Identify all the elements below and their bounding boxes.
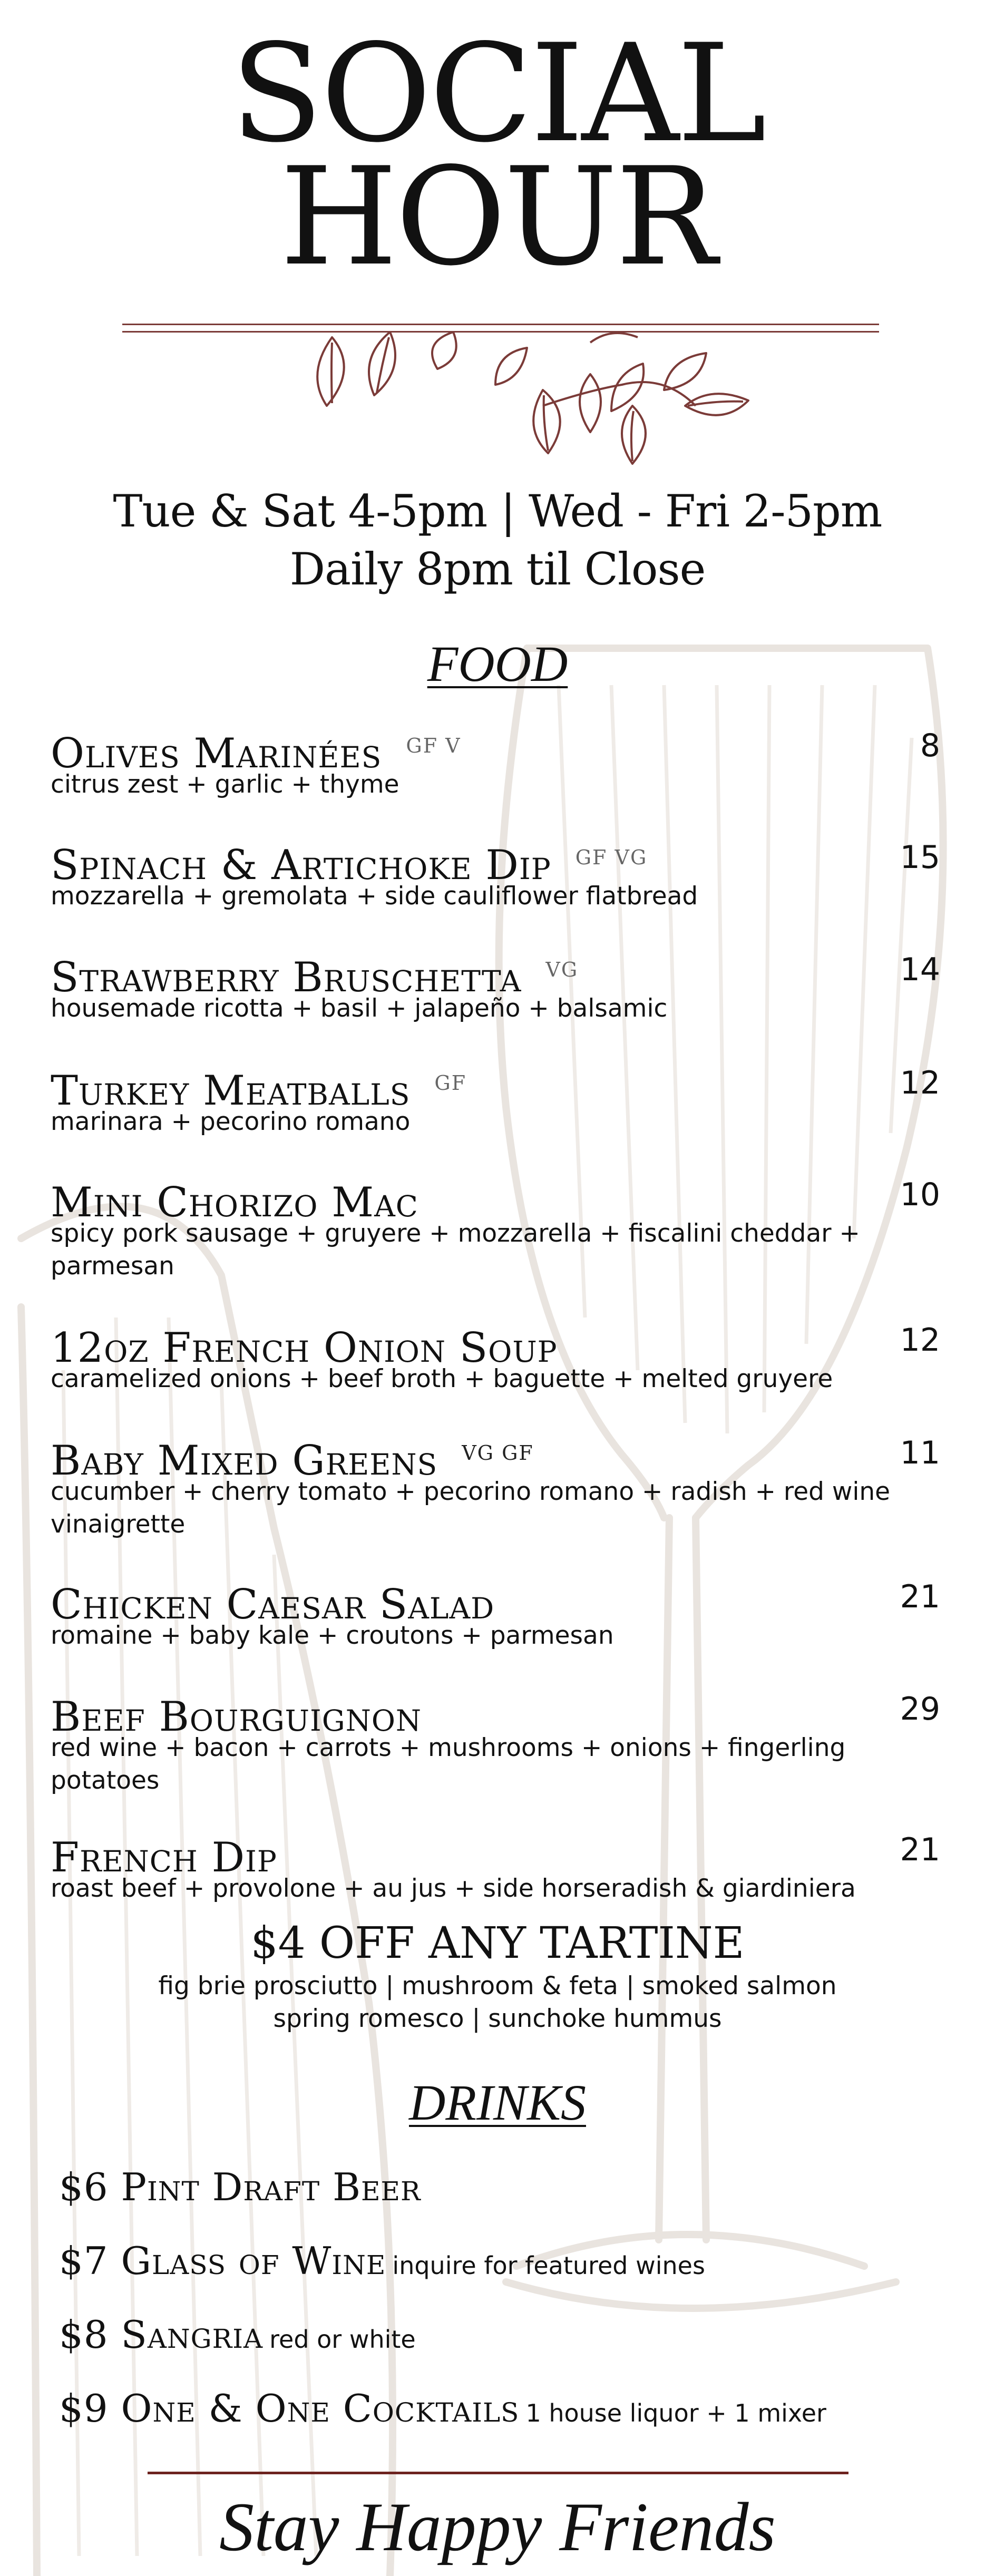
item-name: Turkey Meatballs $^{GF}$	[51, 1067, 467, 1115]
item-description: red wine + bacon + carrots + mushrooms + onions + fingerling potatoes	[51, 1733, 846, 1795]
item-price: 8	[920, 727, 940, 764]
item-description: spicy pork sausage + gruyere + mozzarella + fiscalini cheddar + parmesan	[51, 1219, 860, 1281]
item-price: 21	[900, 1578, 940, 1615]
tartine-special-title: $4 OFF ANY TARTINE	[250, 1918, 745, 1968]
item-description: caramelized onions + beef broth + baguette + melted gruyere	[51, 1364, 833, 1393]
drink-note: inquire for featured wines	[392, 2251, 705, 2280]
footer-divider	[148, 2472, 848, 2474]
dietary-tags: GF VG	[575, 846, 648, 869]
item-name: French Dip	[51, 1834, 277, 1881]
item-price: 11	[900, 1435, 940, 1471]
item-name: Chicken Caesar Salad	[51, 1581, 495, 1628]
item-name: Beef Bourguignon	[51, 1693, 422, 1741]
drink-item-cocktails: $9 One & One Cocktails 1 house liquor + 1 mixer	[59, 2386, 826, 2431]
item-price: 29	[900, 1691, 940, 1728]
drink-item-beer: $6 Pint Draft Beer	[59, 2165, 421, 2209]
hours-line-2: Daily 8pm til Close	[289, 543, 706, 595]
item-price: 12	[900, 1322, 940, 1359]
item-price: 10	[900, 1176, 940, 1213]
dietary-tags: VG GF	[462, 1441, 534, 1465]
drinks-heading: DRINKS	[409, 2074, 586, 2131]
dietary-tags: VG	[545, 958, 579, 981]
dietary-tags: GF	[434, 1071, 467, 1095]
item-price: 14	[900, 951, 940, 988]
item-name: Baby Mixed Greens $^{VG GF}$	[51, 1437, 534, 1485]
item-description: mozzarella + gremolata + side cauliflower flatbread	[51, 882, 698, 911]
tartine-options-line-2: spring romesco | sunchoke hummus	[273, 2004, 722, 2033]
item-price: 15	[900, 839, 940, 876]
item-name: Mini Chorizo Mac	[51, 1179, 418, 1226]
item-name: Strawberry Bruschetta $^{VG}$	[51, 954, 579, 1001]
item-description: citrus zest + garlic + thyme	[51, 770, 399, 799]
drink-note: 1 house liquor + 1 mixer	[525, 2399, 826, 2427]
item-description: roast beef + provolone + au jus + side horseradish & giardiniera	[51, 1874, 856, 1903]
item-price: 12	[900, 1065, 940, 1101]
item-description: marinara + pecorino romano	[51, 1107, 411, 1136]
leaf-branch-icon	[295, 327, 769, 469]
title-line-2: HOUR	[280, 139, 715, 296]
dietary-tags: GF V	[406, 734, 461, 757]
hours-line-1: Tue & Sat 4-5pm | Wed - Fri 2-5pm	[113, 485, 882, 537]
item-name: 12oz French Onion Soup	[51, 1324, 558, 1372]
item-description: romaine + baby kale + croutons + parmesan	[51, 1621, 614, 1650]
header-divider-top	[122, 324, 879, 325]
item-name: Olives Marinées $^{GF V}$	[51, 730, 461, 777]
drink-item-wine: $7 Glass of Wine inquire for featured wines	[59, 2239, 705, 2283]
food-heading: FOOD	[427, 636, 568, 692]
item-name: Spinach & Artichoke Dip $^{GF VG}$	[51, 842, 648, 889]
title-line-1: SOCIAL	[230, 15, 765, 172]
tartine-options-line-1: fig brie prosciutto | mushroom & feta | smoked salmon	[158, 1972, 837, 2001]
drink-note: red or white	[269, 2325, 416, 2354]
item-description: housemade ricotta + basil + jalapeño + balsamic	[51, 994, 668, 1023]
item-price: 21	[900, 1831, 940, 1868]
item-description: cucumber + cherry tomato + pecorino romano + radish + red wine vinaigrette	[51, 1477, 891, 1539]
drink-item-sangria: $8 Sangria red or white	[59, 2312, 416, 2357]
footer-tagline: Stay Happy Friends	[219, 2488, 776, 2565]
